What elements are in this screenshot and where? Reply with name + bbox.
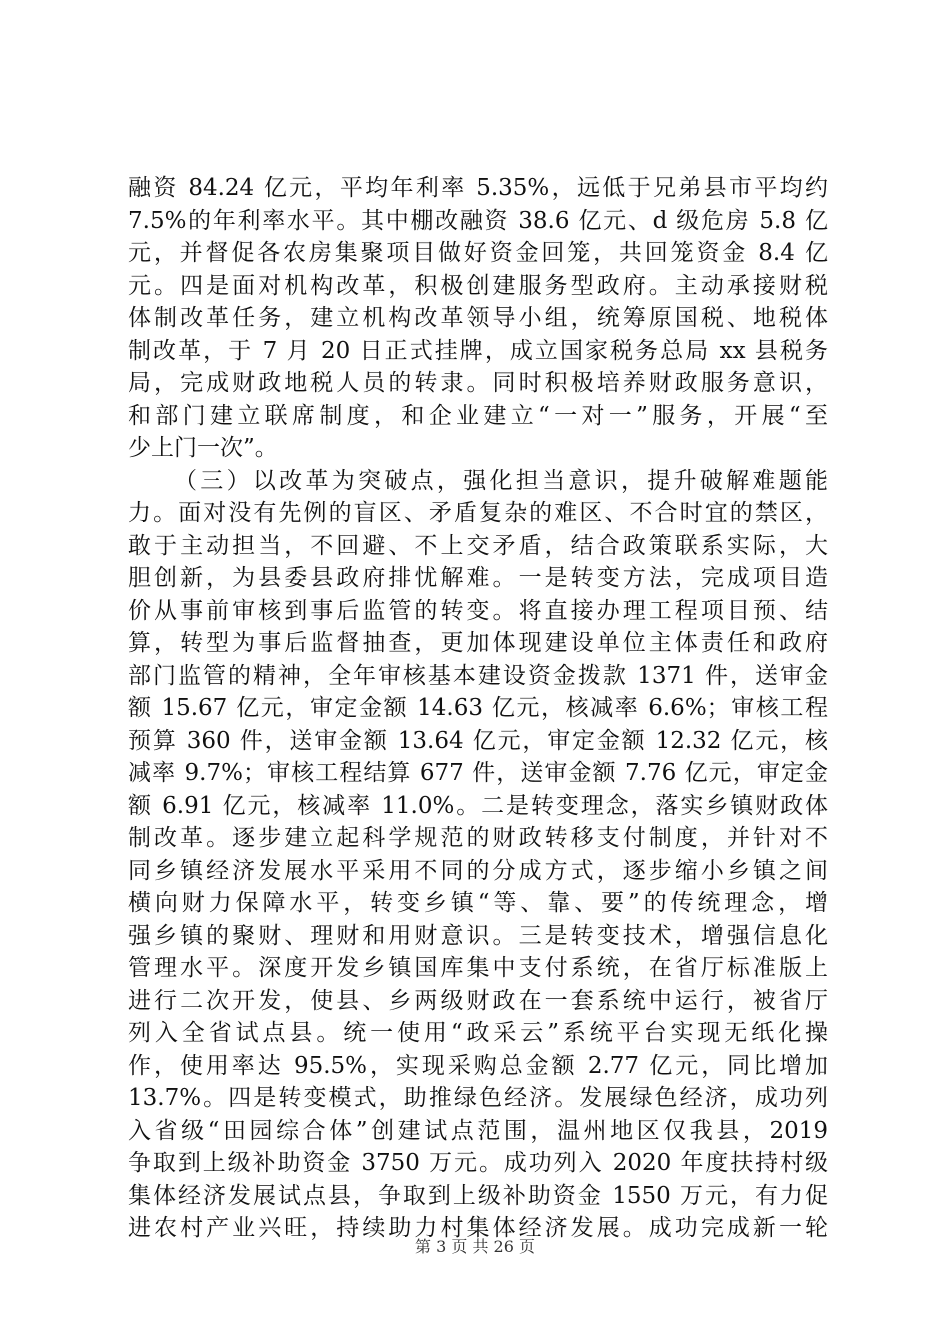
text-line: 争取到上级补助资金 3750 万元。成功列入 2020 年度扶持村级	[128, 1150, 828, 1176]
text-line: 敢于主动担当，不回避、不上交矛盾，结合政策联系实际，大	[128, 532, 828, 559]
text-line: 部门监管的精神，全年审核基本建设资金拨款 1371 件，送审金	[128, 662, 828, 689]
text-line: 预算 360 件，送审金额 13.64 亿元，审定金额 12.32 亿元，核	[128, 727, 828, 754]
text-line: 制改革，于 7 月 20 日正式挂牌，成立国家税务总局 xx 县税务	[128, 337, 828, 364]
text-line: 体制改革任务，建立机构改革领导小组，统筹原国税、地税体	[128, 305, 828, 331]
text-line: 算，转型为事后监督抽查，更加体现建设单位主体责任和政府	[128, 630, 828, 656]
text-line: 价从事前审核到事后监管的转变。将直接办理工程项目预、结	[128, 597, 828, 624]
text-line: 额 6.91 亿元，核减率 11.0%。二是转变理念，落实乡镇财政体	[128, 792, 828, 819]
text-line: 7.5%的年利率水平。其中棚改融资 38.6 亿元、d 级危房 5.8 亿	[128, 207, 828, 234]
text-line: 减率 9.7%；审核工程结算 677 件，送审金额 7.76 亿元，审定金	[128, 760, 828, 786]
text-line: 入省级“田园综合体”创建试点范围，温州地区仅我县，2019	[128, 1117, 828, 1144]
body-text	[128, 172, 828, 1245]
text-line: 元。四是面对机构改革，积极创建服务型政府。主动承接财税	[128, 272, 828, 299]
text-line: 13.7%。四是转变模式，助推绿色经济。发展绿色经济，成功列	[128, 1085, 828, 1111]
text-line: 作，使用率达 95.5%，实现采购总金额 2.77 亿元，同比增加	[128, 1052, 828, 1079]
text-line: 横向财力保障水平，转变乡镇“等、靠、要”的传统理念，增	[128, 890, 828, 916]
text-line: 融资 84.24 亿元，平均年利率 5.35%，远低于兄弟县市平均约	[128, 175, 828, 201]
text-line: 管理水平。深度开发乡镇国库集中支付系统，在省厅标准版上	[128, 955, 828, 981]
text-line: 进农村产业兴旺，持续助力村集体经济发展。成功完成新一轮	[128, 1215, 828, 1241]
text-line: 制改革。逐步建立起科学规范的财政转移支付制度，并针对不	[128, 825, 828, 851]
text-line: 胆创新，为县委县政府排忧解难。一是转变方法，完成项目造	[128, 565, 828, 591]
text-line: 强乡镇的聚财、理财和用财意识。三是转变技术，增强信息化	[128, 922, 828, 949]
text-line: 集体经济发展试点县，争取到上级补助资金 1550 万元，有力促	[128, 1182, 828, 1209]
text-line: （三）以改革为突破点，强化担当意识，提升破解难题能	[174, 467, 828, 494]
text-line: 进行二次开发，使县、乡两级财政在一套系统中运行，被省厅	[128, 987, 828, 1014]
text-line: 局，完成财政地税人员的转隶。同时积极培养财政服务意识，	[128, 370, 828, 396]
text-line: 少上门一次”。	[128, 435, 278, 461]
page-number-footer: 第 3 页 共 26 页	[415, 1237, 535, 1256]
text-line: 列入全省试点县。统一使用“政采云”系统平台实现无纸化操	[128, 1020, 828, 1046]
text-line: 和部门建立联席制度，和企业建立“一对一”服务，开展“至	[128, 402, 828, 429]
text-line: 同乡镇经济发展水平采用不同的分成方式，逐步缩小乡镇之间	[128, 857, 828, 884]
text-line: 额 15.67 亿元，审定金额 14.63 亿元，核减率 6.6%；审核工程	[128, 695, 828, 721]
text-line: 元，并督促各农房集聚项目做好资金回笼，共回笼资金 8.4 亿	[128, 240, 828, 266]
text-line: 力。面对没有先例的盲区、矛盾复杂的难区、不合时宜的禁区，	[128, 500, 828, 526]
